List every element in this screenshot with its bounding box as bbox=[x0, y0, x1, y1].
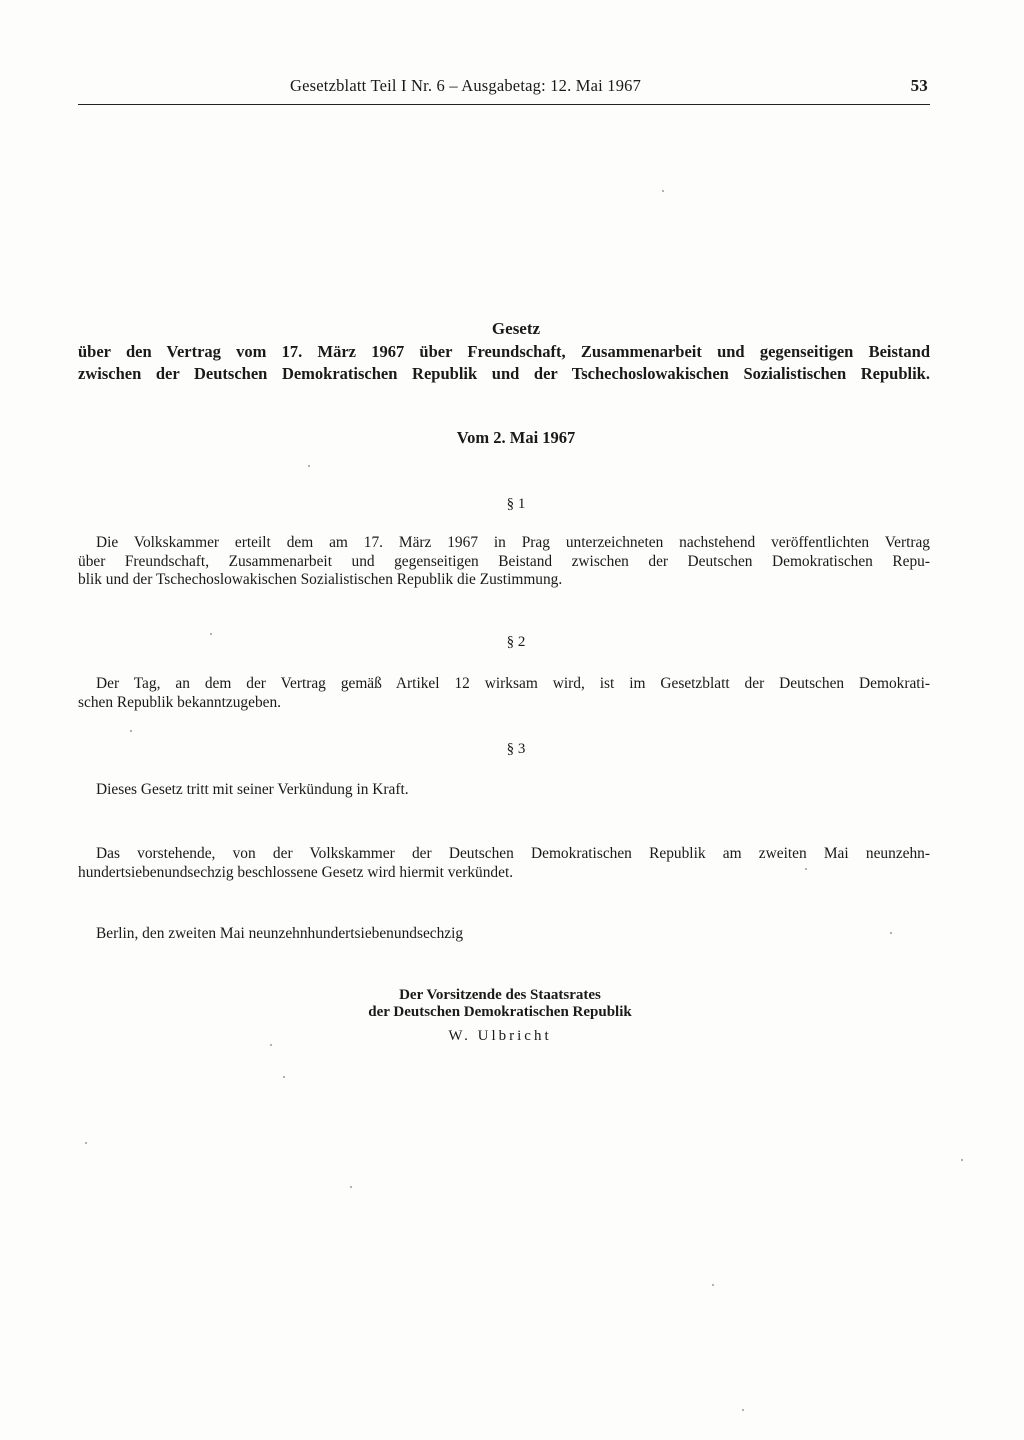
scan-speck bbox=[210, 633, 212, 635]
section-1-line: Die Volkskammer erteilt dem am 17. März 1967 in Prag unterzeichneten nachstehend veröffentlichten Vertrag bbox=[96, 534, 930, 551]
section-3-text bbox=[78, 781, 930, 800]
section-3-line: Dieses Gesetz tritt mit seiner Verkündung in Kraft. bbox=[96, 781, 409, 798]
scan-speck bbox=[270, 1044, 272, 1046]
promulgation-line: hundertsiebenundsechzig beschlossene Gesetz wird hiermit verkündet. bbox=[78, 863, 514, 881]
signature-name: W. Ulbricht bbox=[448, 1028, 552, 1044]
promulgation-text bbox=[78, 845, 930, 882]
page-number: 53 bbox=[910, 76, 928, 95]
section-2-line: schen Republik bekanntzugeben. bbox=[78, 693, 282, 711]
signature-title-line-1: Der Vorsitzende des Staatsrates bbox=[399, 987, 601, 1003]
scan-speck bbox=[961, 1159, 963, 1161]
scan-speck bbox=[742, 1409, 744, 1411]
scan-speck bbox=[350, 1186, 352, 1188]
header-rule bbox=[78, 104, 930, 105]
place-date-line: Berlin, den zweiten Mai neunzehnhundertsiebenundsechzig bbox=[96, 925, 464, 942]
running-title: Gesetzblatt Teil I Nr. 6 – Ausgabetag: 12. Mai 1967 bbox=[290, 76, 642, 95]
scan-speck bbox=[85, 1142, 87, 1144]
law-title: Gesetz bbox=[491, 319, 541, 338]
scan-speck bbox=[890, 932, 892, 934]
section-2-text bbox=[78, 675, 930, 712]
law-date: Vom 2. Mai 1967 bbox=[456, 428, 576, 447]
law-subtitle-line-2: zwischen der Deutschen Demokratischen Republik und der Tschechoslowakischen Sozialistischen Republik. bbox=[78, 364, 930, 383]
scan-speck bbox=[283, 1076, 285, 1078]
section-mark-2: § 2 bbox=[506, 634, 526, 650]
scan-speck bbox=[662, 190, 664, 192]
section-2-line: Der Tag, an dem der Vertrag gemäß Artikel 12 wirksam wird, ist im Gesetzblatt der Deutschen Demokrati- bbox=[96, 675, 930, 692]
section-1-line: blik und der Tschechoslowakischen Sozialistischen Republik die Zustimmung. bbox=[78, 571, 563, 588]
section-mark-1: § 1 bbox=[506, 496, 526, 512]
scan-speck bbox=[805, 868, 807, 870]
scan-speck bbox=[130, 730, 132, 732]
law-subtitle-line-1: über den Vertrag vom 17. März 1967 über Freundschaft, Zusammenarbeit und gegenseitigen Beistand bbox=[78, 342, 930, 361]
place-date bbox=[78, 925, 930, 944]
scan-speck bbox=[308, 465, 310, 467]
section-1-line: über Freundschaft, Zusammenarbeit und gegenseitigen Beistand zwischen der Deutschen Demokratischen Repu- bbox=[78, 552, 930, 570]
section-1-text bbox=[78, 534, 930, 590]
section-mark-3: § 3 bbox=[506, 741, 526, 757]
promulgation-line: Das vorstehende, von der Volkskammer der Deutschen Demokratischen Republik am zweiten Mai neunzehn- bbox=[96, 845, 930, 862]
signature-title-line-2: der Deutschen Demokratischen Republik bbox=[368, 1004, 632, 1020]
scan-speck bbox=[712, 1284, 714, 1286]
page-header bbox=[78, 76, 930, 98]
